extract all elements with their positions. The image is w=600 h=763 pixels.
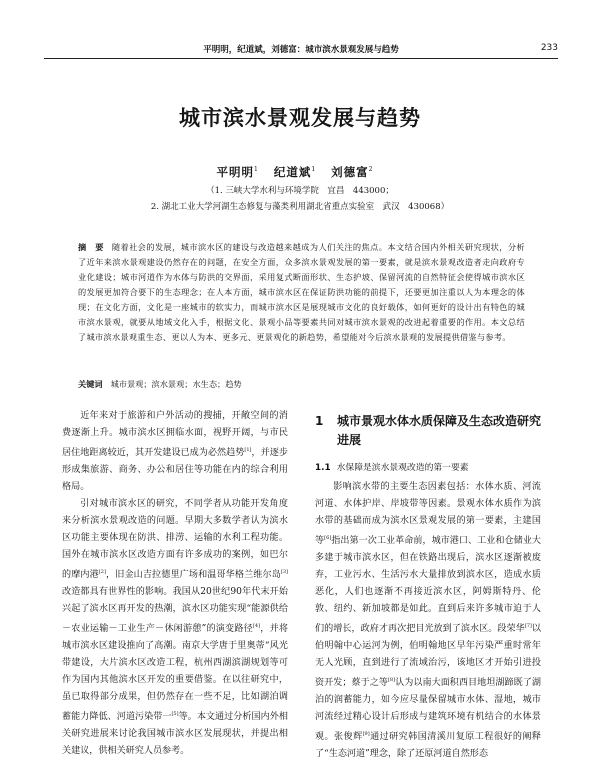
keywords-label: 关键词 — [78, 379, 103, 389]
abstract-label: 摘 要 — [78, 242, 104, 252]
running-head — [44, 40, 558, 59]
author-affiliation-mark: 2 — [368, 166, 374, 174]
citation-ref: [3] — [280, 569, 288, 576]
section-title: 城市景观水体水质保障及生态改造研究进展 — [337, 414, 542, 447]
right-column — [315, 408, 541, 763]
left-column — [62, 408, 288, 760]
body-text: 引对城市滨水区的研究，不同学者从功能开发角度来分析滨水景观改造的问题。早期大多数学者认为滨水区功能主要体现在防洪、排涝、运输的水利工程功能。国外在城市滨水区改造方面有许多成功的案例，如巴尔的摩内港 — [62, 499, 288, 581]
subsection-number: 1.1 — [315, 463, 331, 473]
author-affiliation-mark: 1 — [253, 166, 259, 174]
citation-ref: [6] — [324, 535, 332, 541]
author-name: 平明明 — [216, 165, 254, 179]
body-text: 于里奥蒂“风光带建设，大片滨水区改造工程，杭州西湖滨湖规划等可作为国内其他滨水区开发的重要借鉴。在以往研究中，虽已取得部分成果，但仍然存在一些不足，比如湖泊调蓄能力降低、河道污染带一 — [62, 641, 288, 723]
abstract-text: 随着社会的发展，城市滨水区的建设与改造越来越成为人们关注的焦点。本文结合国内外相关研究现状，分析了近年来滨水景观建设仍然存在的问题，在安全方面，众多滨水景观发展的第一要素，就是滨水景观改造者走向政府专业化建设；城市河道作为水体与防洪的交界面，采用复式断面形状、生态护坡、保留河流的自然特征会使得城市滨水区的发展更加符合要下的生态理念；在人本方面，城市滨水区在保证防洪功能的前提下，还要更加注重以人为本理念的体现；在文化方面，文化是一座城市的软实力，而城市滨水区是展现城市文化的良好载体，如何更好的设计出有特色的城市滨水景观，就要从地域文化入手，根据文化、景观小品等要素共同对城市滨水景观的改进起着重要的作用。本文总结了城市滨水景观重生态、更以人为本、更多元、更景观化的新趋势，希望能对今后滨水景观的发展提供借鉴与参考。 — [78, 242, 526, 342]
body-text: 认为以南大面积西目地坦湖蹄既了湖泊的润蓄能力，如今应尽量保留城市水体、湿地，城市河流经过精心设计后形成与建筑环境有机结合的水体景观。张俊辉 — [315, 678, 541, 743]
subsection-1-1-heading — [315, 460, 541, 477]
page-number: 233 — [540, 43, 558, 53]
section-number: 1 — [315, 414, 324, 428]
citation-ref: [1] — [244, 447, 252, 453]
body-text: 通过研究韩国清溪川复原工程很好的阐释了“生态河道”理念，除了还原河道自然形态 — [315, 732, 541, 760]
author-name: 刘德富 — [331, 165, 369, 179]
article-title: 城市滨水景观发展与趋势 — [179, 106, 421, 130]
abstract — [78, 240, 525, 345]
citation-ref: [2] — [98, 569, 106, 576]
body-text: 等。本文通过分析国内外相关研究进展来讨论我国城市滨水区发展现状，并提出相关建议，供相关研究人员参考。 — [62, 712, 288, 757]
citation-ref: [8] — [387, 677, 396, 684]
citation-ref: [9] — [362, 731, 370, 738]
running-head-title: 平明明，纪道斌，刘德富：城市滨水景观发展与趋势 — [203, 45, 399, 55]
affiliation-1: （1. 三峡大学水利与环境学院 宜昌 443000； — [206, 186, 394, 196]
body-text: ，旧金山吉拉德里广场和温哥华格兰维尔岛 — [105, 570, 281, 581]
affiliation-2: 2. 湖北工业大学河湖生态修复与藻类利用湖北省重点实验室 武汉 430068） — [150, 202, 450, 212]
author-list — [0, 164, 600, 180]
body-text: 近年来对于旅游和户外活动的搜捕，开敞空间的消费逐渐上升。城市滨水区拥临水面，视野开阔，与市民居住地距离较近，其开发建设已成为必然趋势 — [62, 411, 288, 459]
section-1-paragraph — [315, 479, 541, 763]
body-text: ，并逐步形成集旅游、商务、办公和居住等功能在内的综合利用格局。 — [62, 448, 288, 493]
citation-ref: [7] — [524, 623, 532, 630]
body-text: 指出第一次工业革命前，城市港口、工业和仓储业大多建于城市滨水区，但在铁路出现后，滨水区逐渐被废弃，工业污水、生活污水大量排放到滨水区，造成水质恶化，人们也逐渐不再接近滨水区，阿姆斯特丹、伦敦、纽约、新加坡都是如此。直到后来许多城市迫于人们的增长，政府才再次把目光放到了滨水区。段荣华 — [315, 536, 541, 635]
intro-paragraph-1 — [62, 408, 288, 496]
citation-ref: [5] — [171, 711, 179, 718]
body-text: 改造都具有世界性的影响。我国从20世纪90年代末开始兴起了滨水区再开发的热潮，滨水区功能实现“能源供给－农业运输－工业生产－休闲游憩”的演变路径 — [62, 587, 288, 635]
citation-ref: [4] — [252, 623, 261, 630]
body-text: 以伯明翰中心运河为例，伯明翰地区早年污染严重时常年无人光顾，直到进行了流域治污，该地区才开始引进投资开发；蔡于之等 — [315, 624, 541, 689]
subsection-title: 水保障是滨水景观改造的第一要素 — [336, 463, 469, 473]
body-text: ，并将城市滨水区建设推向了高潮。南京大学唐 — [62, 624, 288, 652]
section-1-heading — [315, 412, 541, 450]
author-name: 纪道斌 — [273, 165, 312, 179]
intro-paragraph-2 — [62, 496, 288, 760]
keywords — [78, 377, 525, 392]
keywords-text: 城市景观；滨水景观；水生态；趋势 — [110, 379, 242, 389]
author-affiliation-mark: 1 — [311, 166, 317, 174]
body-text: 影响滨水带的主要生态因素包括：水体水质、河流河道、水体护岸、岸坡带等因素。景观水体水质作为滨水带的基础而成为滨水区景观发展的第一要素，主建国等 — [315, 482, 541, 547]
